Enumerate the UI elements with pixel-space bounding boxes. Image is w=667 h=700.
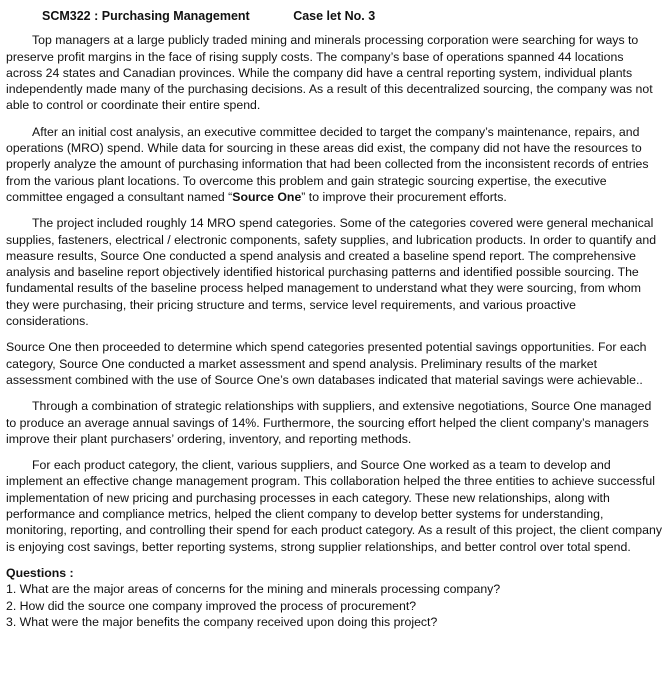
- source-one-bold: Source One: [232, 189, 302, 204]
- questions-title: Questions :: [6, 565, 74, 580]
- questions-section: [6, 565, 662, 630]
- question-item: 1. What are the major areas of concerns for the mining and minerals processing company?: [6, 582, 501, 597]
- paragraph-1: Top managers at a large publicly traded mining and minerals processing corporation were searching for ways to preserve profit margins in the face of rising supply costs. The company’s base of operations spanned 44 locations across 24 states and Canadian provinces. While the company did have a central reporting system, individual plants independently made many of the purchasing decisions. As a result of this decentralized sourcing, the company was not able to control or coordinate their entire spend.: [6, 33, 653, 113]
- paragraph-4: Source One then proceeded to determine which spend categories presented potential savings opportunities. For each category, Source One conducted a market assessment and spend analysis. Preliminary results of the market assessment combined with the use of Source One’s own databases indicated that material savings were achievable..: [6, 340, 647, 387]
- paragraph-5: Through a combination of strategic relationships with suppliers, and extensive negotiations, Source One managed to produce an average annual savings of 14%. Furthermore, the sourcing effort helped the client company’s managers improve their plant purchasers’ ordering, inventory, and reporting methods.: [6, 399, 652, 446]
- paragraph-2-text-before: After an initial cost analysis, an executive committee decided to target the company’s maintenance, repairs, and operations (MRO) spend. While data for sourcing in these areas did exist, the company did not have the resources to properly analyze the amount of purchasing information that had been collected from the inconsistent records of entries from the various plant locations. To overcome this problem and gain strategic sourcing expertise, the executive committee engaged a consultant named “: [6, 124, 649, 204]
- paragraph-2-text-after: ” to improve their procurement efforts.: [301, 189, 507, 204]
- question-item: 2. How did the source one company improved the process of procurement?: [6, 598, 417, 613]
- paragraph-3: The project included roughly 14 MRO spend categories. Some of the categories covered were general mechanical supplies, fasteners, electrical / electronic components, safety supplies, and lubrication products. In order to quantify and measure results, Source One conducted a spend analysis and created a baseline spend report. The comprehensive analysis and baseline report objectively identified historical purchasing patterns and identified possible sourcing. The fundamental results of the baseline process helped management to understand what they were sourcing, from whom they were purchasing, their pricing structure and terms, service level requirements, and various proactive considerations.: [6, 216, 657, 329]
- question-item: 3. What were the major benefits the company received upon doing this project?: [6, 614, 438, 629]
- case-number: Case let No. 3: [293, 9, 376, 23]
- course-title: SCM322 : Purchasing Management: [42, 9, 250, 23]
- document-header: [6, 8, 662, 24]
- paragraph-6: For each product category, the client, various suppliers, and Source One worked as a team to develop and implement an effective change management program. This collaboration helped the three entities to achieve successful implementation of new pricing and purchasing processes in each category. These new relationships, along with performance and compliance metrics, helped the client company to develop better systems for understanding, monitoring, reporting, and controlling their spend for each product category. As a result of this project, the client company is enjoying cost savings, better reporting systems, strong supplier relationships, and better control over total spend.: [6, 458, 662, 554]
- paragraph-2: [6, 124, 662, 205]
